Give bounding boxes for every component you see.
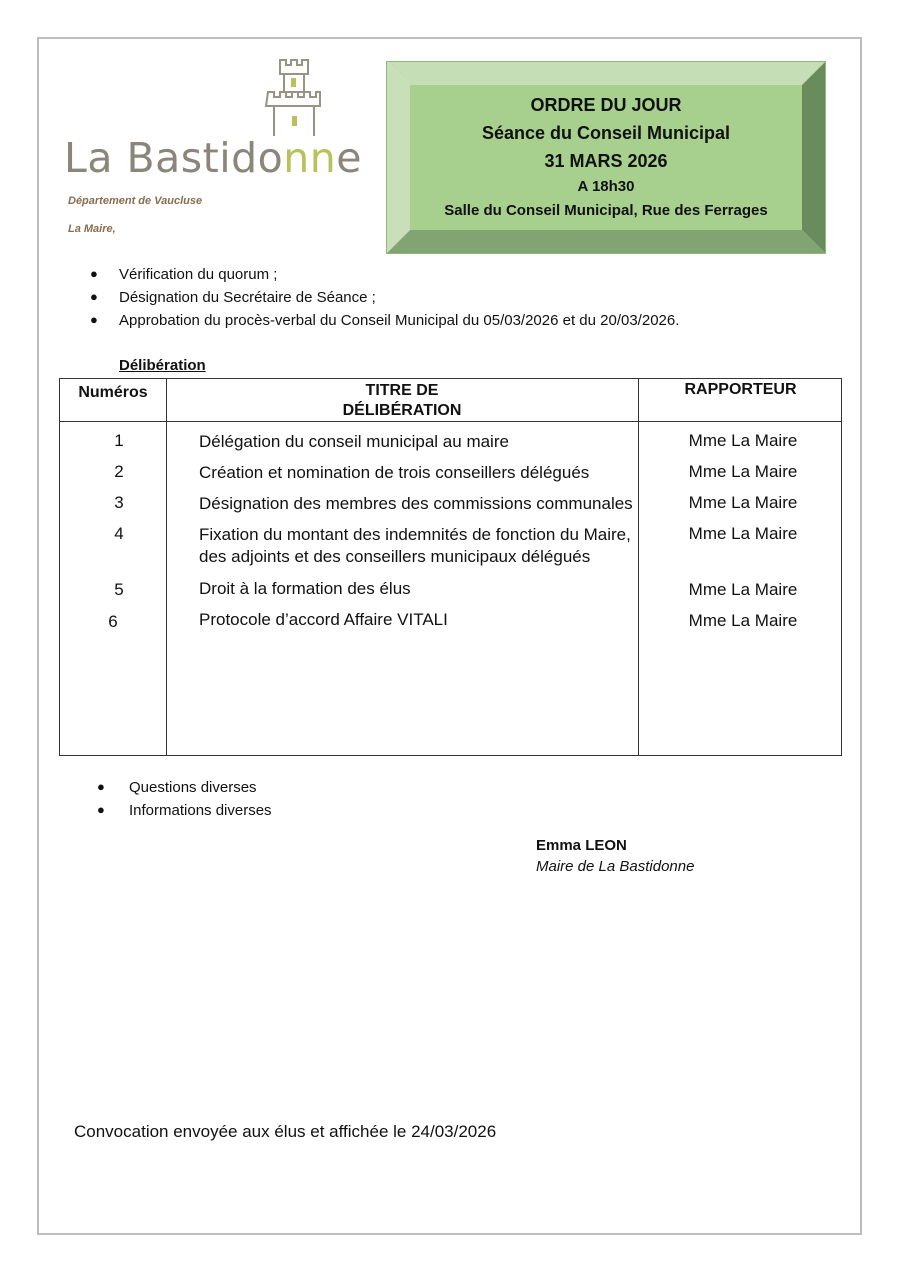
logo-text-part1: La Bastido [64,134,284,182]
list-item [90,312,679,335]
agenda-title-box [386,61,826,254]
list-item-text: Questions diverses [129,779,257,796]
list-item-text: Désignation du Secrétaire de Séance ; [119,289,376,306]
column-header-title-line2: DÉLIBÉRATION [342,402,462,419]
column-header-number: Numéros [78,384,148,401]
agenda-title-text [410,85,802,229]
list-item-text: Approbation du procès-verbal du Conseil Municipal du 05/03/2026 et du 20/03/2026. [119,312,680,329]
row-rapporteur: Mme La Maire [688,580,798,599]
preliminary-list [90,266,679,335]
closing-list [97,779,272,825]
deliberation-table [59,378,842,756]
deliberation-heading: Délibération [119,357,206,374]
row-number: 4 [114,524,124,543]
bullet-icon: ● [97,802,105,817]
row-title: Fixation du montant des indemnités de fonction du Maire, des adjoints et des conseillers municipaux délégués [199,525,631,566]
row-title: Protocole d’accord Affaire VITALI [199,610,448,629]
list-item-text: Vérification du quorum ; [119,266,278,283]
column-header-title-line1: TITRE DE [365,382,439,399]
agenda-heading: ORDRE DU JOUR [530,95,682,115]
row-rapporteur: Mme La Maire [688,493,798,512]
bullet-icon: ● [97,779,105,794]
signatory-role: Maire de La Bastidonne [536,858,695,875]
row-rapporteur: Mme La Maire [688,524,798,543]
bullet-icon: ● [90,289,98,304]
row-number: 2 [114,462,124,481]
list-item [90,289,679,312]
list-item [97,802,272,825]
row-rapporteur: Mme La Maire [688,611,798,630]
row-rapporteur: Mme La Maire [688,462,798,481]
row-number: 6 [108,612,118,631]
author-label: La Maire, [68,223,116,235]
column-header-rapporteur: RAPPORTEUR [684,381,797,398]
session-name: Séance du Conseil Municipal [481,123,731,143]
row-number: 3 [114,493,124,512]
row-number: 5 [114,580,124,599]
list-item [97,779,272,802]
logo-text [64,134,362,182]
row-number: 1 [114,431,124,450]
column-header-title [166,381,638,421]
row-title: Création et nomination de trois conseillers délégués [199,463,590,482]
logo-text-part3: e [336,134,362,182]
department-label: Département de Vaucluse [68,195,203,207]
bullet-icon: ● [90,266,98,281]
signatory-name: Emma LEON [536,837,627,854]
bullet-icon: ● [90,312,98,327]
session-date: 31 MARS 2026 [544,151,668,171]
row-title: Délégation du conseil municipal au maire [199,432,509,451]
header-divider [60,421,841,422]
tower-icon [262,58,326,138]
convocation-note: Convocation envoyée aux élus et affichée le 24/03/2026 [74,1122,497,1141]
list-item-text: Informations diverses [129,802,272,819]
row-rapporteur: Mme La Maire [688,431,798,450]
row-title: Désignation des membres des commissions communales [199,494,633,513]
municipality-logo [62,58,362,182]
session-time: A 18h30 [577,178,635,195]
list-item [90,266,679,289]
logo-text-accent: nn [283,134,337,182]
session-location: Salle du Conseil Municipal, Rue des Ferrages [444,202,768,219]
row-title: Droit à la formation des élus [199,579,411,598]
